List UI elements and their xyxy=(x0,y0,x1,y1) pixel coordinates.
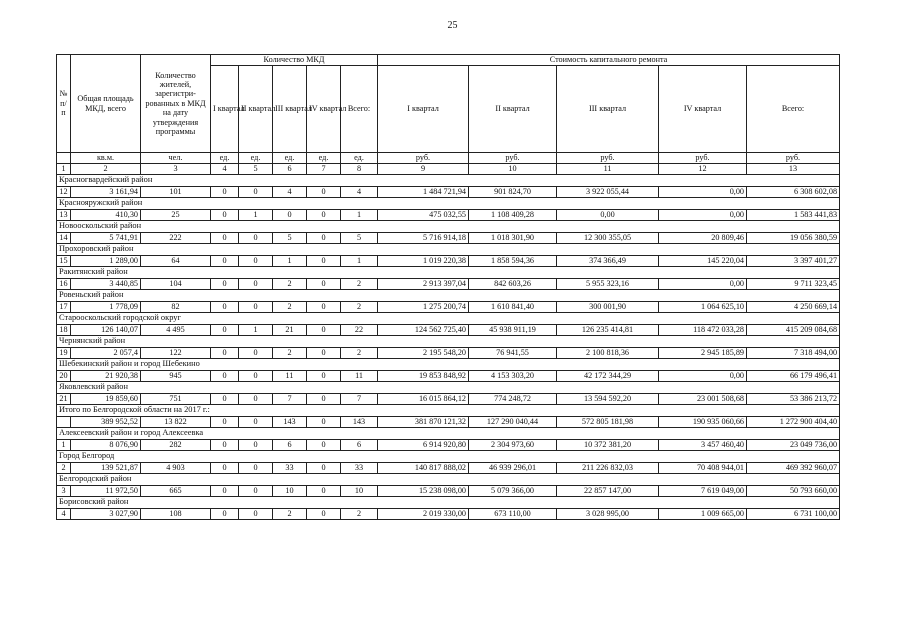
table-cell: 2 xyxy=(341,301,378,313)
table-cell: 410,30 xyxy=(71,209,141,221)
table-cell: 0 xyxy=(307,209,341,221)
section-label: Красногвардейский район xyxy=(57,175,840,187)
table-cell: 5 955 323,16 xyxy=(557,278,659,290)
section-label: Борисовский район xyxy=(57,497,840,509)
table-cell: 4 495 xyxy=(141,324,211,336)
section-row xyxy=(57,451,840,463)
header-no: № п/п xyxy=(57,55,71,153)
table-cell: 0 xyxy=(307,508,341,520)
table-cell: 15 238 098,00 xyxy=(378,485,469,497)
unit-cell: руб. xyxy=(469,153,557,164)
table-cell: 0 xyxy=(211,255,239,267)
table-row xyxy=(57,209,840,221)
section-label: Краснояружский район xyxy=(57,198,840,210)
table-cell: 1 778,09 xyxy=(71,301,141,313)
header-cost-q2: II квартал xyxy=(469,66,557,153)
section-label: Белгородский район xyxy=(57,474,840,486)
table-cell: 1 272 900 404,40 xyxy=(747,416,840,428)
table-cell: 0 xyxy=(239,393,273,405)
table-cell: 21 xyxy=(273,324,307,336)
table-cell: 16 015 864,12 xyxy=(378,393,469,405)
table-cell: 66 179 496,41 xyxy=(747,370,840,382)
table-cell: 2 057,4 xyxy=(71,347,141,359)
table-row xyxy=(57,255,840,267)
table-cell: 0 xyxy=(211,393,239,405)
header-q2: II квартал xyxy=(239,66,273,153)
header-cost-q1: I квартал xyxy=(378,66,469,153)
table-cell: 0,00 xyxy=(659,209,747,221)
table-cell: 3 922 055,44 xyxy=(557,186,659,198)
table-cell: 4 250 669,14 xyxy=(747,301,840,313)
table-row xyxy=(57,485,840,497)
table-cell: 0 xyxy=(211,485,239,497)
table-cell: 945 xyxy=(141,370,211,382)
header-cost-q3: III квартал xyxy=(557,66,659,153)
table-cell: 222 xyxy=(141,232,211,244)
section-row xyxy=(57,198,840,210)
table-cell: 2 xyxy=(273,508,307,520)
unit-cell: кв.м. xyxy=(71,153,141,164)
table-cell: 1 xyxy=(273,255,307,267)
table-cell: 0 xyxy=(307,324,341,336)
column-number: 13 xyxy=(747,164,840,175)
unit-cell: руб. xyxy=(747,153,840,164)
table-cell: 0 xyxy=(211,186,239,198)
table-cell: 7 318 494,00 xyxy=(747,347,840,359)
table-cell: 0 xyxy=(211,416,239,428)
section-row xyxy=(57,405,840,417)
section-row xyxy=(57,474,840,486)
table-cell: 2 xyxy=(273,278,307,290)
table-cell: 16 xyxy=(57,278,71,290)
table-cell: 4 xyxy=(57,508,71,520)
section-label: Яковлевский район xyxy=(57,382,840,394)
table-cell: 3 028 995,00 xyxy=(557,508,659,520)
unit-cell: чел. xyxy=(141,153,211,164)
table-cell: 0 xyxy=(211,209,239,221)
table-cell: 23 049 736,00 xyxy=(747,439,840,451)
table-cell: 1 018 301,90 xyxy=(469,232,557,244)
table-cell: 751 xyxy=(141,393,211,405)
table-cell: 13 xyxy=(57,209,71,221)
table-cell: 1 289,00 xyxy=(71,255,141,267)
table-cell: 70 408 944,01 xyxy=(659,462,747,474)
table-cell: 2 xyxy=(341,347,378,359)
header-q4: IV квартал xyxy=(307,66,341,153)
table-cell: 0 xyxy=(211,347,239,359)
table-cell: 1 xyxy=(57,439,71,451)
table-cell: 0 xyxy=(273,209,307,221)
table-cell: 6 914 920,80 xyxy=(378,439,469,451)
table-cell: 22 857 147,00 xyxy=(557,485,659,497)
column-number: 10 xyxy=(469,164,557,175)
column-number: 7 xyxy=(307,164,341,175)
table-cell: 190 935 060,66 xyxy=(659,416,747,428)
table-cell: 0 xyxy=(239,347,273,359)
table-cell: 774 248,72 xyxy=(469,393,557,405)
header-q3: III квартал xyxy=(273,66,307,153)
column-number: 6 xyxy=(273,164,307,175)
table-cell: 10 xyxy=(273,485,307,497)
table-cell: 4 xyxy=(341,186,378,198)
section-label: Чернянский район xyxy=(57,336,840,348)
unit-cell: руб. xyxy=(659,153,747,164)
table-cell: 0 xyxy=(211,508,239,520)
table-cell: 42 172 344,29 xyxy=(557,370,659,382)
table-cell: 1 108 409,28 xyxy=(469,209,557,221)
table-cell: 4 903 xyxy=(141,462,211,474)
table-cell: 0 xyxy=(239,186,273,198)
section-label: Ровеньский район xyxy=(57,290,840,302)
table-row xyxy=(57,508,840,520)
table-cell: 1 064 625,10 xyxy=(659,301,747,313)
table-cell: 124 562 725,40 xyxy=(378,324,469,336)
table-cell: 12 300 355,05 xyxy=(557,232,659,244)
header-mkd-count: Количество МКД xyxy=(211,55,378,66)
table-cell: 3 397 401,27 xyxy=(747,255,840,267)
table-cell: 2 xyxy=(273,301,307,313)
table-cell: 0,00 xyxy=(557,209,659,221)
header-cost-total: Всего: xyxy=(747,66,840,153)
column-number: 3 xyxy=(141,164,211,175)
table-cell: 3 027,90 xyxy=(71,508,141,520)
table-cell: 20 xyxy=(57,370,71,382)
table-cell: 13 822 xyxy=(141,416,211,428)
table-cell: 6 xyxy=(273,439,307,451)
column-number: 1 xyxy=(57,164,71,175)
table-cell: 1 xyxy=(239,209,273,221)
table-cell: 7 xyxy=(273,393,307,405)
unit-cell: ед. xyxy=(239,153,273,164)
table-cell: 0 xyxy=(211,301,239,313)
section-label: Город Белгород xyxy=(57,451,840,463)
section-row xyxy=(57,428,840,440)
table-cell: 6 xyxy=(341,439,378,451)
section-row xyxy=(57,336,840,348)
table-cell: 25 xyxy=(141,209,211,221)
table-cell: 82 xyxy=(141,301,211,313)
table-cell: 0,00 xyxy=(659,186,747,198)
table-cell: 10 372 381,20 xyxy=(557,439,659,451)
header-residents: Количество жителей, зарегистри-рованных в МКД на дату утверждения программы xyxy=(141,55,211,153)
table-cell: 2 xyxy=(273,347,307,359)
table-cell: 1 xyxy=(341,255,378,267)
column-numbers-row xyxy=(57,164,840,175)
table-cell: 10 xyxy=(341,485,378,497)
table-row xyxy=(57,186,840,198)
table-cell: 3 161,94 xyxy=(71,186,141,198)
table-cell: 0 xyxy=(239,255,273,267)
table-cell: 8 076,90 xyxy=(71,439,141,451)
table-cell: 140 817 888,02 xyxy=(378,462,469,474)
table-cell: 469 392 960,07 xyxy=(747,462,840,474)
table-cell: 3 xyxy=(57,485,71,497)
table-row xyxy=(57,393,840,405)
section-label: Алексеевский район и город Алексеевка xyxy=(57,428,840,440)
section-label: Ракитянский район xyxy=(57,267,840,279)
table-cell: 0 xyxy=(211,232,239,244)
table-cell: 11 xyxy=(341,370,378,382)
table-cell: 4 xyxy=(273,186,307,198)
table-row xyxy=(57,462,840,474)
table-cell: 12 xyxy=(57,186,71,198)
table-cell: 5 079 366,00 xyxy=(469,485,557,497)
table-cell: 2 019 330,00 xyxy=(378,508,469,520)
section-row xyxy=(57,267,840,279)
table-cell: 0 xyxy=(307,439,341,451)
table-row xyxy=(57,301,840,313)
column-number: 8 xyxy=(341,164,378,175)
section-row xyxy=(57,359,840,371)
table-cell: 665 xyxy=(141,485,211,497)
header-repair-cost: Стоимость капитального ремонта xyxy=(378,55,840,66)
section-row xyxy=(57,497,840,509)
table-cell: 126 140,07 xyxy=(71,324,141,336)
table-cell: 19 056 380,59 xyxy=(747,232,840,244)
table-cell: 475 032,55 xyxy=(378,209,469,221)
table-cell: 0 xyxy=(239,278,273,290)
table-cell: 127 290 040,44 xyxy=(469,416,557,428)
table-cell: 21 xyxy=(57,393,71,405)
table-cell: 842 603,26 xyxy=(469,278,557,290)
table-cell: 0 xyxy=(239,508,273,520)
table-row xyxy=(57,370,840,382)
table-cell xyxy=(57,416,71,428)
table-cell: 1 xyxy=(239,324,273,336)
table-cell: 0,00 xyxy=(659,278,747,290)
table-row xyxy=(57,416,840,428)
table-cell: 33 xyxy=(341,462,378,474)
table-cell: 1 484 721,94 xyxy=(378,186,469,198)
table-cell: 2 100 818,36 xyxy=(557,347,659,359)
table-cell: 118 472 033,28 xyxy=(659,324,747,336)
section-row xyxy=(57,244,840,256)
capital-repair-table xyxy=(56,54,840,520)
column-number: 11 xyxy=(557,164,659,175)
table-cell: 5 716 914,18 xyxy=(378,232,469,244)
table-cell: 3 457 460,40 xyxy=(659,439,747,451)
table-cell: 23 001 508,68 xyxy=(659,393,747,405)
table-cell: 15 xyxy=(57,255,71,267)
table-cell: 2 945 185,89 xyxy=(659,347,747,359)
header-q1: I квартал xyxy=(211,66,239,153)
table-cell: 0 xyxy=(239,370,273,382)
column-number: 4 xyxy=(211,164,239,175)
table-cell: 0 xyxy=(307,301,341,313)
table-cell: 415 209 084,68 xyxy=(747,324,840,336)
table-cell: 0 xyxy=(239,232,273,244)
table-cell: 22 xyxy=(341,324,378,336)
table-cell: 21 920,38 xyxy=(71,370,141,382)
table-cell: 20 809,46 xyxy=(659,232,747,244)
table-cell: 5 741,91 xyxy=(71,232,141,244)
section-row xyxy=(57,175,840,187)
table-cell: 1 858 594,36 xyxy=(469,255,557,267)
table-cell: 7 619 049,00 xyxy=(659,485,747,497)
table-cell: 901 824,70 xyxy=(469,186,557,198)
table-cell: 13 594 592,20 xyxy=(557,393,659,405)
table-row xyxy=(57,278,840,290)
table-cell: 45 938 911,19 xyxy=(469,324,557,336)
table-cell: 0 xyxy=(307,278,341,290)
table-cell: 11 xyxy=(273,370,307,382)
table-cell: 381 870 121,32 xyxy=(378,416,469,428)
table-cell: 76 941,55 xyxy=(469,347,557,359)
table-row xyxy=(57,324,840,336)
table-cell: 64 xyxy=(141,255,211,267)
units-row xyxy=(57,153,840,164)
table-cell: 139 521,87 xyxy=(71,462,141,474)
table-row xyxy=(57,232,840,244)
table-row xyxy=(57,439,840,451)
table-cell: 2 xyxy=(57,462,71,474)
table-cell: 1 275 200,74 xyxy=(378,301,469,313)
header-total: Всего: xyxy=(341,66,378,153)
table-cell: 0 xyxy=(307,186,341,198)
table-cell: 104 xyxy=(141,278,211,290)
unit-cell: ед. xyxy=(273,153,307,164)
table-cell: 0 xyxy=(307,255,341,267)
unit-cell: ед. xyxy=(307,153,341,164)
column-number: 12 xyxy=(659,164,747,175)
section-label: Шебекинский район и город Шебекино xyxy=(57,359,840,371)
table-cell: 300 001,90 xyxy=(557,301,659,313)
table-cell: 33 xyxy=(273,462,307,474)
table-cell: 2 913 397,04 xyxy=(378,278,469,290)
unit-cell: ед. xyxy=(211,153,239,164)
table-cell: 9 711 323,45 xyxy=(747,278,840,290)
table-cell: 673 110,00 xyxy=(469,508,557,520)
unit-cell: руб. xyxy=(557,153,659,164)
table-cell: 1 009 665,00 xyxy=(659,508,747,520)
section-label: Итого по Белгородской области на 2017 г.: xyxy=(57,405,840,417)
table-cell: 389 952,52 xyxy=(71,416,141,428)
table-cell: 46 939 296,01 xyxy=(469,462,557,474)
table-cell: 108 xyxy=(141,508,211,520)
table-cell: 4 153 303,20 xyxy=(469,370,557,382)
table-cell: 14 xyxy=(57,232,71,244)
table-cell: 3 440,85 xyxy=(71,278,141,290)
column-number: 2 xyxy=(71,164,141,175)
table-cell: 0 xyxy=(307,370,341,382)
table-cell: 19 853 848,92 xyxy=(378,370,469,382)
table-cell: 143 xyxy=(341,416,378,428)
table-cell: 0 xyxy=(211,370,239,382)
table-cell: 0 xyxy=(239,301,273,313)
table-cell: 1 019 220,38 xyxy=(378,255,469,267)
table-cell: 2 304 973,60 xyxy=(469,439,557,451)
table-cell: 0,00 xyxy=(659,370,747,382)
table-cell: 5 xyxy=(341,232,378,244)
section-label: Новооскольский район xyxy=(57,221,840,233)
table-cell: 19 xyxy=(57,347,71,359)
header-cost-q4: IV квартал xyxy=(659,66,747,153)
table-cell: 0 xyxy=(239,485,273,497)
table-cell: 50 793 660,00 xyxy=(747,485,840,497)
table-cell: 1 583 441,83 xyxy=(747,209,840,221)
table-cell: 282 xyxy=(141,439,211,451)
table-cell: 1 610 841,40 xyxy=(469,301,557,313)
table-cell: 7 xyxy=(341,393,378,405)
table-cell: 211 226 832,03 xyxy=(557,462,659,474)
column-number: 5 xyxy=(239,164,273,175)
table-cell: 0 xyxy=(211,324,239,336)
unit-cell: руб. xyxy=(378,153,469,164)
table-row xyxy=(57,347,840,359)
table-body xyxy=(57,175,840,520)
section-row xyxy=(57,382,840,394)
table-cell: 0 xyxy=(239,462,273,474)
table-cell: 126 235 414,81 xyxy=(557,324,659,336)
table-cell: 0 xyxy=(307,416,341,428)
table-cell: 17 xyxy=(57,301,71,313)
table-cell: 145 220,04 xyxy=(659,255,747,267)
table-cell: 374 366,49 xyxy=(557,255,659,267)
table-cell: 0 xyxy=(307,232,341,244)
table-cell: 0 xyxy=(211,439,239,451)
table-cell: 1 xyxy=(341,209,378,221)
table-cell: 0 xyxy=(307,347,341,359)
page-number: 25 xyxy=(447,20,458,31)
table-cell: 572 805 181,98 xyxy=(557,416,659,428)
unit-cell: ед. xyxy=(341,153,378,164)
table-cell: 0 xyxy=(307,393,341,405)
table-cell: 5 xyxy=(273,232,307,244)
table-cell: 0 xyxy=(211,278,239,290)
header-area: Общая площадь МКД, всего xyxy=(71,55,141,153)
table-cell: 143 xyxy=(273,416,307,428)
table-cell: 0 xyxy=(239,416,273,428)
table-cell: 101 xyxy=(141,186,211,198)
table-cell: 6 731 100,00 xyxy=(747,508,840,520)
table-cell: 0 xyxy=(307,485,341,497)
table-cell: 19 859,60 xyxy=(71,393,141,405)
column-number: 9 xyxy=(378,164,469,175)
table-cell: 2 195 548,20 xyxy=(378,347,469,359)
table-cell: 6 308 602,08 xyxy=(747,186,840,198)
table-cell: 2 xyxy=(341,278,378,290)
section-row xyxy=(57,221,840,233)
section-label: Старооскольский городской округ xyxy=(57,313,840,325)
section-row xyxy=(57,313,840,325)
table-cell: 0 xyxy=(211,462,239,474)
table-cell: 11 972,50 xyxy=(71,485,141,497)
table-cell: 0 xyxy=(307,462,341,474)
table-cell: 53 386 213,72 xyxy=(747,393,840,405)
table-cell: 122 xyxy=(141,347,211,359)
section-row xyxy=(57,290,840,302)
table-cell: 2 xyxy=(341,508,378,520)
section-label: Прохоровский район xyxy=(57,244,840,256)
unit-cell xyxy=(57,153,71,164)
table-cell: 18 xyxy=(57,324,71,336)
table-cell: 0 xyxy=(239,439,273,451)
